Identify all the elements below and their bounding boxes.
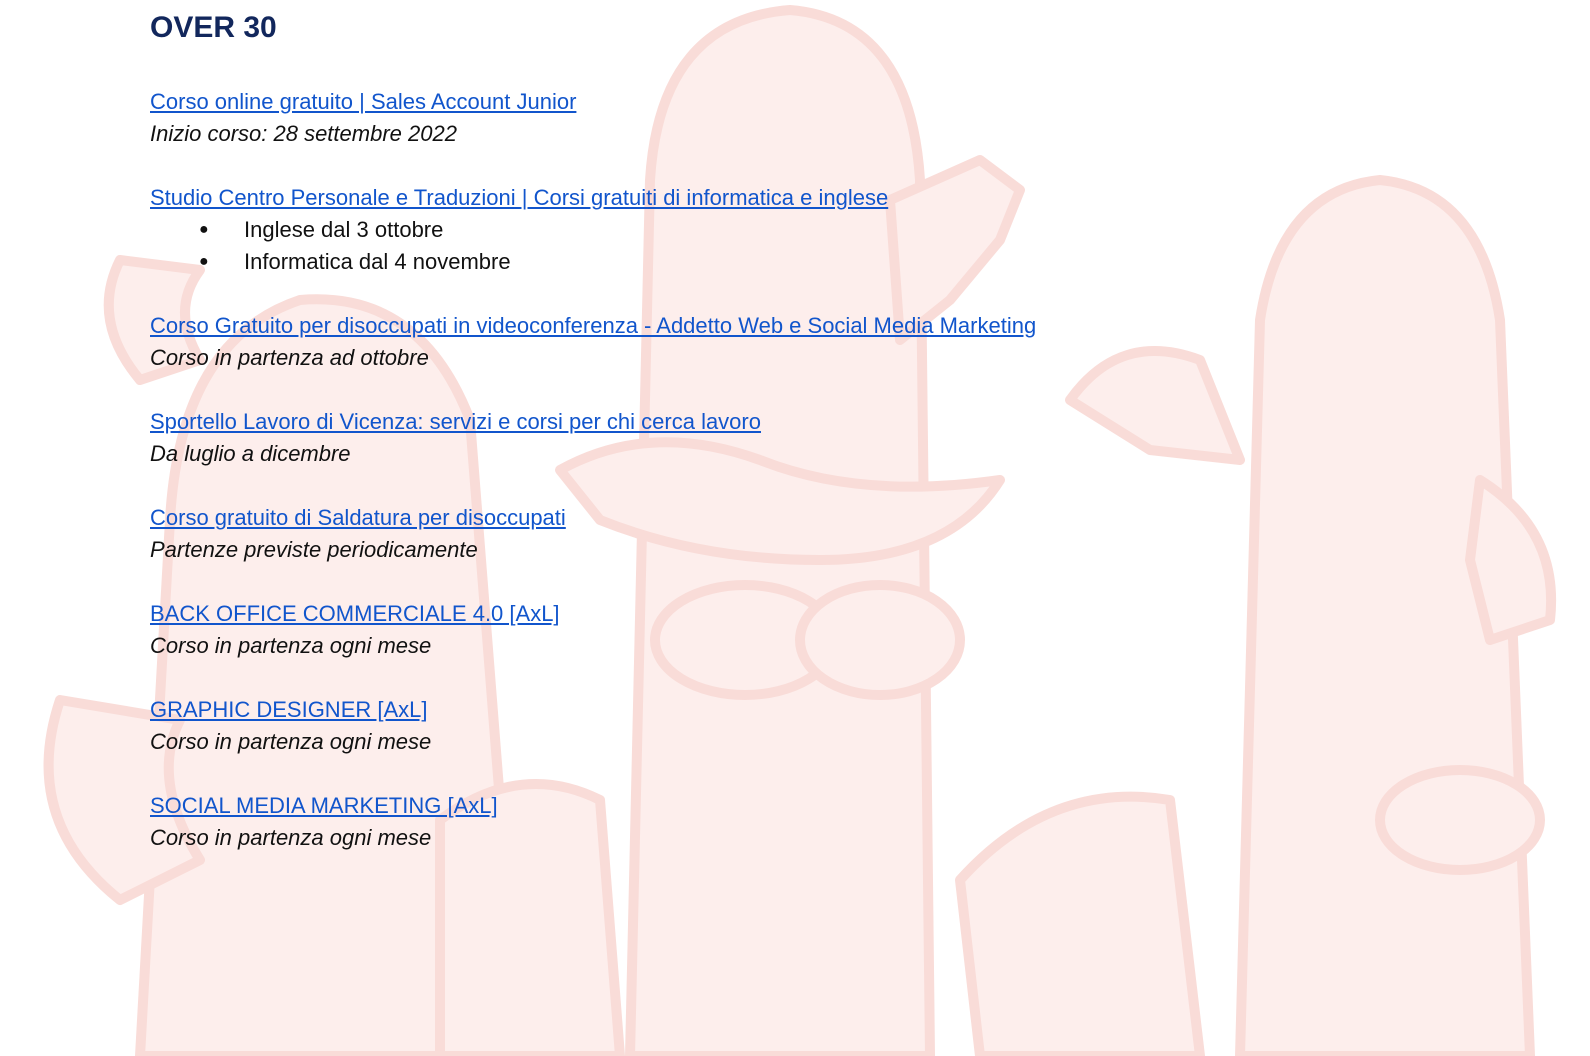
list-item-text: Informatica dal 4 novembre [244, 249, 511, 274]
course-note-sales-account: Inizio corso: 28 settembre 2022 [150, 121, 457, 146]
course-link-sportello-lavoro[interactable]: Sportello Lavoro di Vicenza: servizi e corsi per chi cerca lavoro [150, 409, 761, 434]
course-entry-saldatura [150, 502, 1450, 566]
list-item-text: Inglese dal 3 ottobre [244, 217, 444, 242]
course-link-sales-account[interactable]: Corso online gratuito | Sales Account Junior [150, 89, 577, 114]
course-list [150, 86, 1450, 854]
course-note-web-social: Corso in partenza ad ottobre [150, 345, 429, 370]
bullet-icon: ● [199, 221, 209, 238]
document-content [150, 0, 1450, 886]
course-note-graphic-designer: Corso in partenza ogni mese [150, 729, 432, 754]
course-link-social-media[interactable]: SOCIAL MEDIA MARKETING [AxL] [150, 793, 498, 818]
course-note-social-media: Corso in partenza ogni mese [150, 825, 432, 850]
course-bullet-list [150, 214, 1450, 278]
course-entry-studio-centro [150, 182, 1450, 278]
course-note-back-office: Corso in partenza ogni mese [150, 633, 432, 658]
course-entry-back-office [150, 598, 1450, 662]
list-item [195, 214, 1450, 246]
course-note-saldatura: Partenze previste periodicamente [150, 537, 478, 562]
course-link-back-office[interactable]: BACK OFFICE COMMERCIALE 4.0 [AxL] [150, 601, 560, 626]
course-entry-web-social [150, 310, 1450, 374]
course-entry-graphic-designer [150, 694, 1450, 758]
course-link-graphic-designer[interactable]: GRAPHIC DESIGNER [AxL] [150, 697, 428, 722]
course-link-studio-centro[interactable]: Studio Centro Personale e Traduzioni | Corsi gratuiti di informatica e inglese [150, 185, 889, 210]
course-entry-sportello-lavoro [150, 406, 1450, 470]
course-entry-social-media [150, 790, 1450, 854]
course-link-web-social[interactable]: Corso Gratuito per disoccupati in videoconferenza - Addetto Web e Social Media Marketing [150, 313, 1037, 338]
list-item [195, 246, 1450, 278]
course-entry-sales-account [150, 86, 1450, 150]
course-link-saldatura[interactable]: Corso gratuito di Saldatura per disoccupati [150, 505, 566, 530]
page-title: OVER 30 [150, 11, 277, 44]
bullet-icon: ● [199, 253, 209, 270]
course-note-sportello-lavoro: Da luglio a dicembre [150, 441, 351, 466]
